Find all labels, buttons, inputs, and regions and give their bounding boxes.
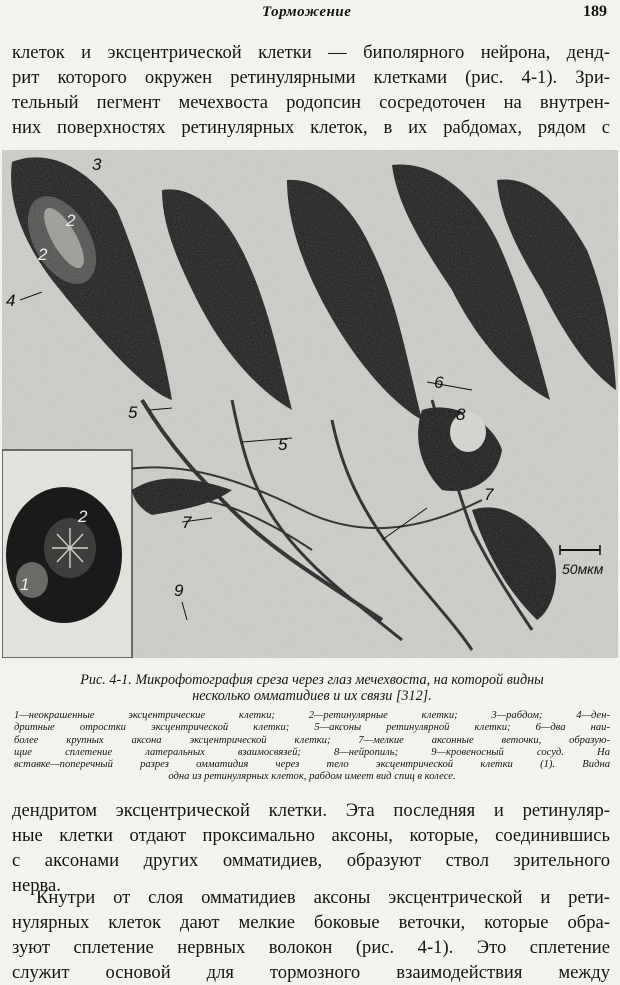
text-line: тельный пегмент мечехвоста родопсин сосредоточен на внутрен- xyxy=(12,92,610,113)
text-line: зуют сплетение нервных волокон (рис. 4-1). Это сплетение xyxy=(12,937,610,958)
figure-label-9: 9 xyxy=(174,581,184,600)
text-line: с аксонами других омматидиев, образуют ствол зрительного xyxy=(12,850,610,871)
legend-line: щие сплетение латеральных взаимосвязей; 8—нейропиль; 9—кровеносный сосуд. На xyxy=(14,746,610,758)
text-line: ные клетки отдают проксимально аксоны, которые, соединившись xyxy=(12,825,610,846)
legend-line: дритные отростки эксцентрической клетки; 5—аксоны ретинулярной клетки; 6—два наи- xyxy=(14,722,610,734)
inset-rhabdom-spokes xyxy=(52,528,88,568)
figure-label-5b: 5 xyxy=(278,435,288,454)
figure-label-6: 6 xyxy=(434,373,444,392)
legend-line: одна из ретинулярных клеток, рабдом имеет вид спиц в колесе. xyxy=(168,771,456,783)
caption-legend xyxy=(14,710,610,784)
text-line: рит которого окружен ретинулярными клетками (рис. 4-1). Зри- xyxy=(12,67,610,88)
scale-bar xyxy=(560,545,604,577)
inset-label-1: 1 xyxy=(20,575,30,594)
legend-line: вставке—поперечный разрез омматидия через тело эксцентрической клетки (1). Видна xyxy=(14,759,610,771)
legend-line: более крупных аксона эксцентрической клетки; 7—мелкие аксонные веточки, образую- xyxy=(14,734,610,746)
text-line: клеток и эксцентрической клетки — биполярного нейрона, денд- xyxy=(12,42,610,63)
running-title: Торможение xyxy=(262,4,352,20)
paragraph-plexus xyxy=(12,885,610,985)
figure-label-4: 4 xyxy=(6,291,16,310)
page-number: 189 xyxy=(583,3,607,20)
inset-label-2: 2 xyxy=(78,507,88,526)
figure-label-7a: 7 xyxy=(484,485,494,504)
text-line: служит основой для тормозного взаимодействия между xyxy=(12,962,610,983)
text-line: них поверхностях ретинулярных клеток, в их рабдомах, рядом с xyxy=(12,117,610,138)
legend-line: 1—неокрашенные эксцентрические клетки; 2—ретинулярные клетки; 3—рабдом; 4—ден- xyxy=(14,710,610,721)
micrograph-image xyxy=(2,150,618,658)
scale-bar-label: 50мкм xyxy=(562,561,604,577)
caption-title-line: несколько омматидиев и их связи [312]. xyxy=(192,688,432,704)
micrograph-figure xyxy=(2,150,618,658)
figure-caption xyxy=(14,672,610,784)
figure-label-2b: 2 xyxy=(38,245,48,264)
figure-label-3: 3 xyxy=(92,155,102,174)
text-line: нулярных клеток дают мелкие боковые веточки, которые обра- xyxy=(12,912,610,933)
caption-title xyxy=(14,672,610,704)
caption-title-line: Рис. 4-1. Микрофотография среза через глаз мечехвоста, на которой видны xyxy=(80,672,544,688)
page-header xyxy=(0,0,620,28)
paragraph-after-figure xyxy=(12,798,610,898)
text-line: дендритом эксцентрической клетки. Эта последняя и ретинуляр- xyxy=(12,800,610,821)
figure-label-8: 8 xyxy=(456,405,466,424)
figure-label-7b: 7 xyxy=(182,513,192,532)
text-line: Кнутри от слоя омматидиев аксоны эксцентрической и рети- xyxy=(36,887,610,908)
text-line: нерва. xyxy=(12,875,61,896)
paragraph-top xyxy=(12,40,610,140)
figure-label-5a: 5 xyxy=(128,403,138,422)
figure-label-2a: 2 xyxy=(66,211,76,230)
